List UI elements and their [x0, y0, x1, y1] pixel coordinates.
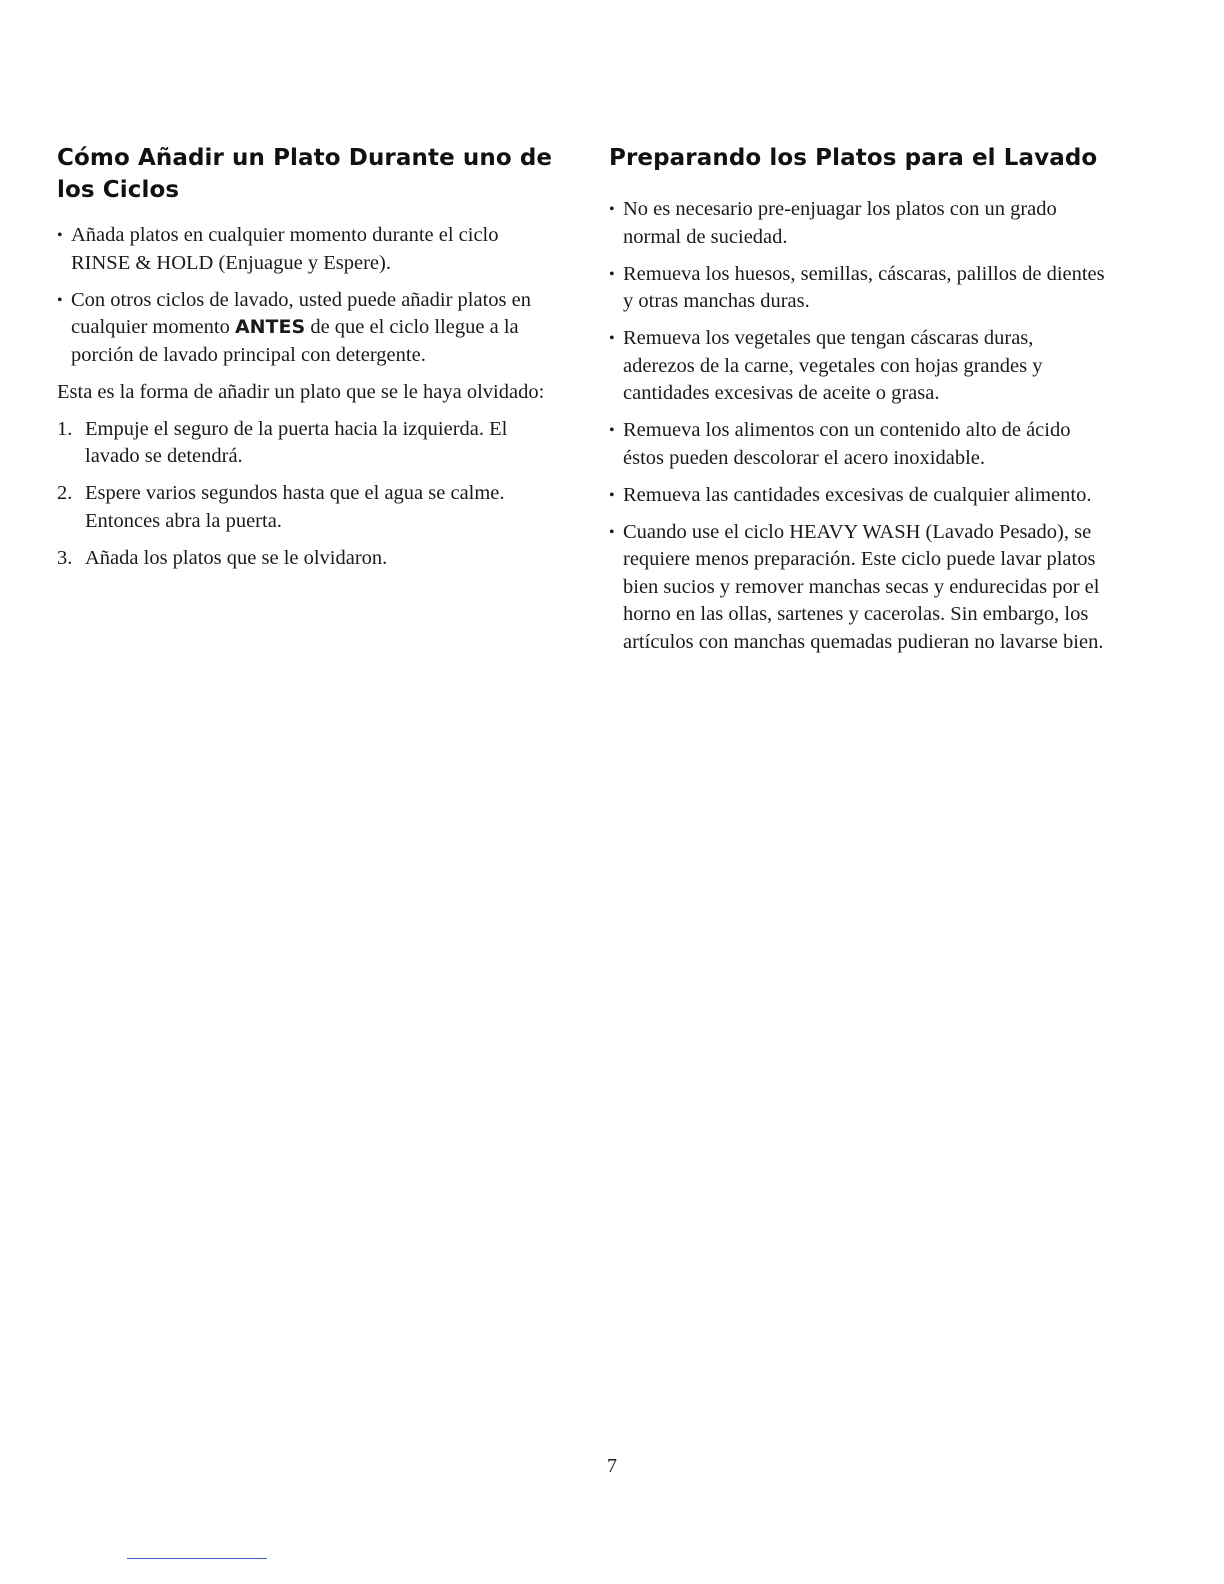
bullet-icon: • [609, 201, 615, 218]
intro-paragraph: Esta es la forma de añadir un plato que se le haya olvidado: [57, 380, 545, 403]
right-section-heading: Preparando los Platos para el Lavado [609, 145, 1098, 171]
step-text: Empuje el seguro de la puerta hacia la izquierda. El lavado se detendrá. [85, 417, 508, 467]
page-number: 7 [607, 1455, 617, 1477]
list-item: • Remueva los huesos, semillas, cáscaras, palillos de dientes y otras manchas duras. [609, 262, 1105, 312]
bullet-icon: • [609, 486, 615, 504]
bullet-icon: • [609, 422, 615, 439]
step-number: 3. [57, 546, 73, 569]
left-section-heading: Cómo Añadir un Plato Durante uno de los Ciclos [57, 145, 553, 203]
bullet-icon: • [609, 330, 615, 347]
list-item: • Cuando use el ciclo HEAVY WASH (Lavado Pesado), se requiere menos preparación. Este ciclo puede lavar platos bien sucios y remover manchas secas y endurecidas por el horno en las ollas, sartenes y cacerolas. Sin embargo, los artículos con manchas quemadas pudieran no lavarse bien. [609, 520, 1104, 653]
list-item: • Añada platos en cualquier momento durante el ciclo RINSE & HOLD (Enjuague y Espere). [57, 224, 499, 274]
step-text: Añada los platos que se le olvidaron. [85, 546, 388, 569]
step-item [57, 545, 557, 573]
bullet-icon: • [609, 265, 615, 283]
bullet-icon: • [57, 291, 63, 309]
footer-rule [127, 1558, 267, 1559]
list-item: • Remueva los alimentos con un contenido alto de ácido éstos pueden descolorar el acero inoxidable. [609, 419, 1071, 469]
list-item: • No es necesario pre-enjuagar los platos con un grado normal de suciedad. [609, 198, 1057, 248]
step-list [57, 416, 557, 573]
bullet-icon: • [609, 523, 615, 541]
left-column [57, 142, 557, 582]
right-bullet-list [609, 196, 1109, 656]
step-text: Espere varios segundos hasta que el agua se calme. Entonces abra la puerta. [85, 482, 505, 532]
list-item: • Remueva las cantidades excesivas de cualquier alimento. [609, 482, 1109, 510]
step-number: 1. [57, 417, 73, 440]
right-column [609, 142, 1109, 666]
step-number: 2. [57, 482, 73, 504]
bullet-icon: • [57, 227, 63, 244]
list-item: • Con otros ciclos de lavado, usted puede añadir platos en cualquier momento ANTES de que el ciclo llegue a la porción de lavado principal con detergente. [57, 288, 531, 366]
list-item: • Remueva los vegetales que tengan cáscaras duras, aderezos de la carne, vegetales con hojas grandes y cantidades excesivas de aceite o grasa. [609, 327, 1043, 404]
left-bullet-list [57, 222, 557, 369]
step-item [57, 416, 557, 471]
step-item [57, 480, 557, 535]
emphasis-antes: ANTES [234, 316, 306, 338]
